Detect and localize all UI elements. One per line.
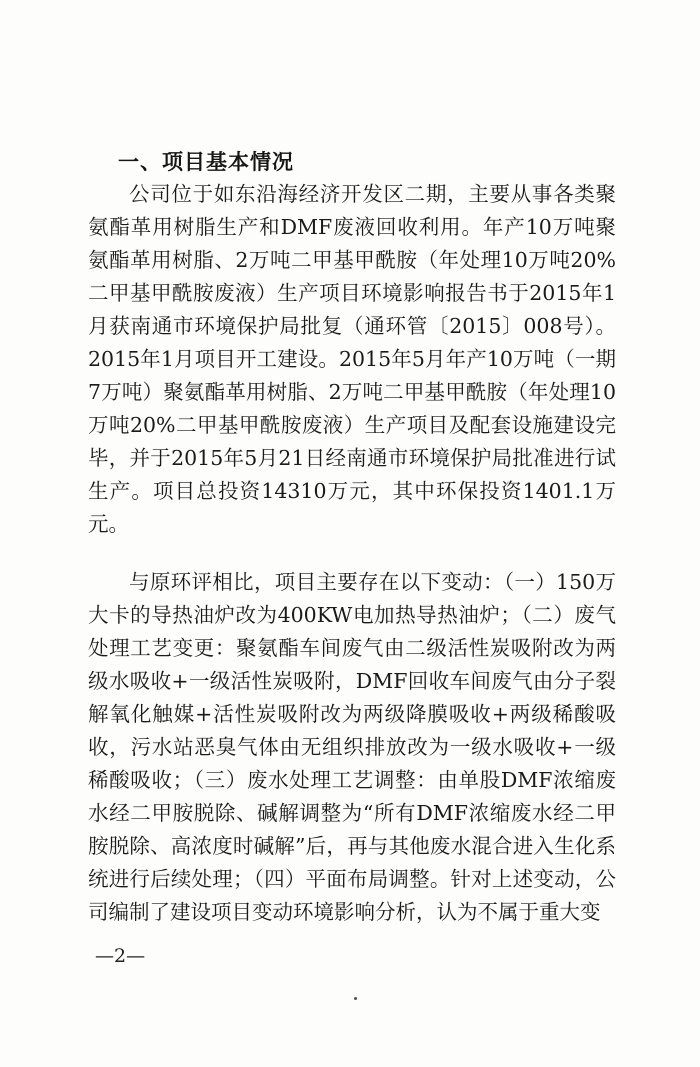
scan-speck bbox=[354, 997, 357, 1000]
page-number: —2— bbox=[95, 945, 146, 967]
paragraph-project-overview: 公司位于如东沿海经济开发区二期，主要从事各类聚氨酯革用树脂生产和DMF废液回收利用。年产10万吨聚氨酯革用树脂、2万吨二甲基甲酰胺（年处理10万吨20%二甲基甲酰胺废液）生产项目环境影响报告书于2015年1月获南通市环境保护局批复（通环管〔2015〕008号）。2015年1月项目开工建设。2015年5月年产10万吨（一期7万吨）聚氨酯革用树脂、2万吨二甲基甲酰胺（年处理10万吨20%二甲基甲酰胺废液）生产项目及配套设施建设完毕，并于2015年5月21日经南通市环境保护局批准进行试生产。项目总投资14310万元，其中环保投资1401.1万元。 bbox=[88, 182, 616, 536]
section-heading: 一、项目基本情况 bbox=[118, 150, 294, 174]
paragraph-project-changes: 与原环评相比，项目主要存在以下变动：（一）150万大卡的导热油炉改为400KW电加热导热油炉；（二）废气处理工艺变更：聚氨酯车间废气由二级活性炭吸附改为两级水吸收+一级活性炭吸附，DMF回收车间废气由分子裂解氧化触媒+活性炭吸附改为两级降膜吸收+两级稀酸吸收，污水站恶臭气体由无组织排放改为一级水吸收+一级稀酸吸收；（三）废水处理工艺调整：由单股DMF浓缩废水经二甲胺脱除、碱解调整为“所有DMF浓缩废水经二甲胺脱除、高浓度时碱解”后，再与其他废水混合进入生化系统进行后续处理；（四）平面布局调整。针对上述变动，公司编制了建设项目变动环境影响分析，认为不属于重大变 bbox=[88, 570, 616, 924]
